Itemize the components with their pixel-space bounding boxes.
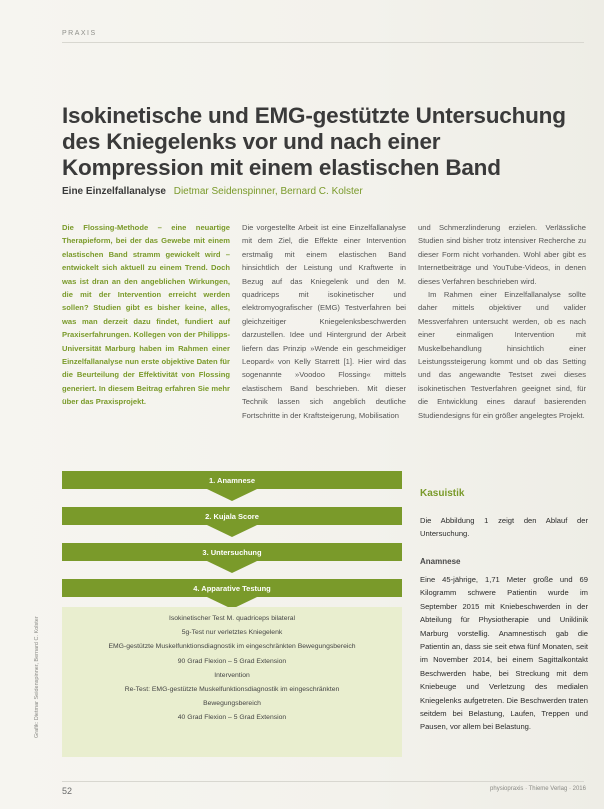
right-column	[418, 221, 586, 422]
bottom-divider	[62, 781, 584, 782]
page-number: 52	[62, 786, 73, 796]
testing-item: EMG-gestützte Muskelfunktionsdiagnostik im eingeschränkten Bewegungsbereich	[108, 643, 356, 651]
testing-item: 40 Grad Flexion – 5 Grad Extension	[177, 714, 287, 722]
anamnese-text: Eine 45-jährige, 1,71 Meter große und 69 Kilogramm schwere Patientin wurde im September 2015 mit Kniebeschwerden in der Abteilung für Physiotherapie und Uniklinik Marburg vorstellig. Anamnestisch gab die Patientin an, dass sie seit etwa fünf Monaten, seit im November 2014, bei einem Sagittalkontakt Beschwerden habe, bei Streckung mit dem Kniebeuge und Verletzung des medialen Kniegelenks aufgetreten. Die Beschwerden traten seitdem bei Belastung, Laufen, Treppen und Pausen, vor allem bei Belastung.	[420, 575, 588, 732]
anamnese-heading: Anamnese	[420, 557, 461, 566]
testing-items	[62, 612, 402, 726]
image-credit: Grafik: Dietmar Seidenspinner, Bernard C. Kolster	[34, 616, 40, 738]
flow-step-kujala-score: 2. Kujala Score	[62, 507, 402, 525]
kasuistik-text: Die Abbildung 1 zeigt den Ablauf der Untersuchung.	[420, 516, 588, 539]
top-divider	[62, 42, 584, 43]
flow-arrow-down-icon	[207, 525, 257, 537]
body-paragraph: Die vorgestellte Arbeit ist eine Einzelfallanalyse mit dem Ziel, die Effekte einer Intervention erstmalig mit einem elastischen Band hinsichtlich der Leistung und Kraftwerte in Bezug auf das Kniegelenk und den M. quadriceps mit isokinetischer und elektromyografischer (EMG) Testverfahren bei gleichzeitiger Kniegelenksbeschwerden darzustellen. Idee und Hintergrund der Arbeit liefern das Prinzip »Wende ein geschmeidiger Leopard« von Kelly Starrett [1]. Hier wird das sogenannte »Voodoo Flossing« mittels elastischem Band beschrieben. Mit dieser Technik lassen sich angeblich deutliche Fortschritte in der Kraftsteigerung, Mobilisation	[242, 223, 406, 420]
body-paragraph: und Schmerzlinderung erzielen. Verlässliche Studien sind bisher trotz intensiver Recherche zu dieser Form nicht vorhanden. Wohl aber gibt es Internetbeiträge und YouTube-Videos, in denen dieses Verfahren beschrieben wird.	[418, 223, 586, 286]
footer-reference: physiopraxis · Thieme Verlag · 2016	[490, 786, 586, 792]
lead-paragraph: Die Flossing-Methode – eine neuartige Therapieform, bei der das Gewebe mit einem elastischen Band stramm gewickelt wird – entwickelt sich aktuell zu einem Trend. Doch was ist dran an den angeblichen Wirkungen, die mit der Intervention erreicht werden sollen? Studien gibt es bisher keine, alles, was man derzeit dazu findet, fundiert auf Praxiserfahrungen. Kollegen von der Philipps-Universität Marburg haben im Rahmen einer Einzelfallanalyse nun erste objektive Daten für die Beurteilung der Effektivität von Flossing generiert. In diesem Beitrag erfahren Sie mehr über das Praxisprojekt.	[62, 223, 230, 407]
lead-column	[62, 221, 230, 409]
article-authors: Dietmar Seidenspinner, Bernard C. Kolster	[173, 186, 363, 197]
testing-item: Isokinetischer Test M. quadriceps bilateral	[168, 615, 296, 622]
subtitle-line	[62, 186, 363, 197]
flow-step-apparative-testung: 4. Apparative Testung	[62, 579, 402, 597]
testing-item: 5g-Test nur verletztes Kniegelenk	[181, 629, 283, 637]
flow-arrow-down-icon	[207, 561, 257, 573]
section-label: PRAXIS	[62, 30, 97, 37]
flow-step-untersuchung: 3. Untersuchung	[62, 543, 402, 561]
article-title: Isokinetische und EMG-gestützte Untersuchung des Kniegelenks vor und nach einer Kompression mit einem elastischen Band	[62, 103, 566, 180]
testing-item: Re-Test: EMG-gestützte Muskelfunktionsdiagnostik im eingeschränkten	[124, 685, 340, 693]
testing-item: 90 Grad Flexion – 5 Grad Extension	[177, 657, 287, 665]
middle-column	[242, 221, 406, 422]
testing-item: Intervention	[214, 671, 250, 679]
kasuistik-heading: Kasuistik	[420, 488, 465, 499]
body-paragraph: Im Rahmen einer Einzelfallanalyse sollte daher mittels objektiver und valider Messverfahren untersucht werden, ob es nach einer einmaligen Intervention mit Muskelbehandlung hinsichtlich einer Leistungssteigerung kommt und ob das Setting und das angewandte Testset zwei dieses isokinetischen Testverfahren geeignet sind, für die Entwicklung eines darauf basierenden Studiendesigns für ein größer angelegtes Projekt.	[418, 290, 586, 420]
flow-arrow-down-icon	[207, 489, 257, 501]
testing-item: Bewegungsbereich	[203, 700, 261, 708]
flow-step-anamnese: 1. Anamnese	[62, 471, 402, 489]
article-subtitle: Eine Einzelfallanalyse	[62, 186, 166, 197]
